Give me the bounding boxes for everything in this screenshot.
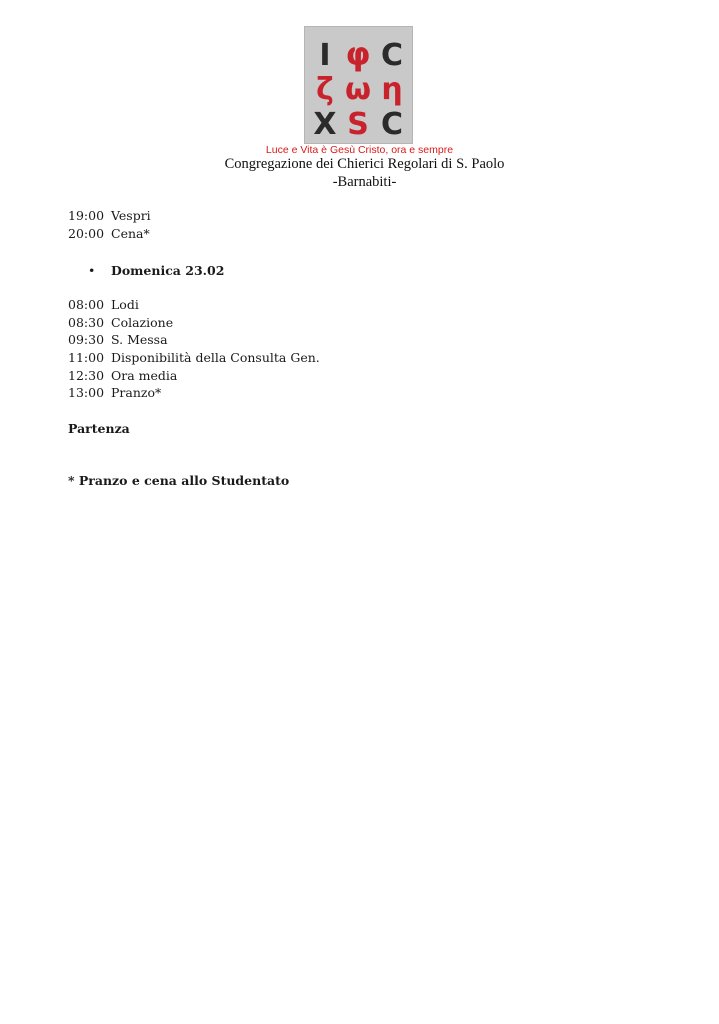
schedule-time: 12:30: [68, 368, 105, 383]
schedule-label: Disponibilità della Consulta Gen.: [111, 350, 320, 365]
schedule-label: Vespri: [111, 208, 151, 223]
schedule-time: 11:00: [68, 350, 105, 365]
schedule-label: Lodi: [111, 297, 139, 312]
organization-subtitle: -Barnabiti-: [332, 174, 397, 190]
footnote: * Pranzo e cena allo Studentato: [68, 473, 290, 488]
logo-letter-6: η: [381, 72, 403, 107]
schedule-time: 19:00: [68, 208, 105, 223]
schedule-row: [68, 367, 177, 385]
bullet-icon: •: [88, 263, 96, 278]
schedule-time: 13:00: [68, 385, 105, 400]
schedule-row: [68, 314, 173, 332]
organization-name: Congregazione dei Chierici Regolari di S. Paolo: [224, 156, 505, 172]
logo-letter-7: X: [313, 107, 337, 142]
logo-letter-2: φ: [345, 35, 371, 73]
departure-note: Partenza: [68, 421, 130, 436]
schedule-label: Cena*: [111, 226, 150, 241]
schedule-time: 08:00: [68, 297, 105, 312]
schedule-label: Colazione: [111, 315, 174, 330]
schedule-row: [68, 207, 151, 225]
motto: Luce e Vita è Gesù Cristo, ora e sempre: [265, 144, 454, 156]
schedule-time: 08:30: [68, 315, 105, 330]
schedule-label: Ora media: [111, 368, 178, 383]
schedule-row: [68, 349, 320, 367]
schedule-row: [68, 384, 161, 402]
logo-letter-4: ζ: [316, 72, 334, 107]
schedule-label: S. Messa: [111, 332, 168, 347]
logo-letter-8: S: [347, 107, 369, 142]
logo-letter-9: C: [380, 107, 404, 142]
schedule-label: Pranzo*: [111, 385, 162, 400]
schedule-row: [68, 225, 150, 243]
day-title: Domenica 23.02: [111, 263, 225, 278]
logo-letter-1: I: [319, 38, 331, 73]
logo-letter-5: ω: [344, 72, 372, 107]
day-heading: [88, 262, 224, 280]
logo-letter-3: C: [380, 38, 404, 73]
schedule-time: 09:30: [68, 332, 105, 347]
congregation-logo: [304, 26, 413, 144]
schedule-row: [68, 331, 168, 349]
schedule-row: [68, 296, 139, 314]
schedule-time: 20:00: [68, 226, 105, 241]
